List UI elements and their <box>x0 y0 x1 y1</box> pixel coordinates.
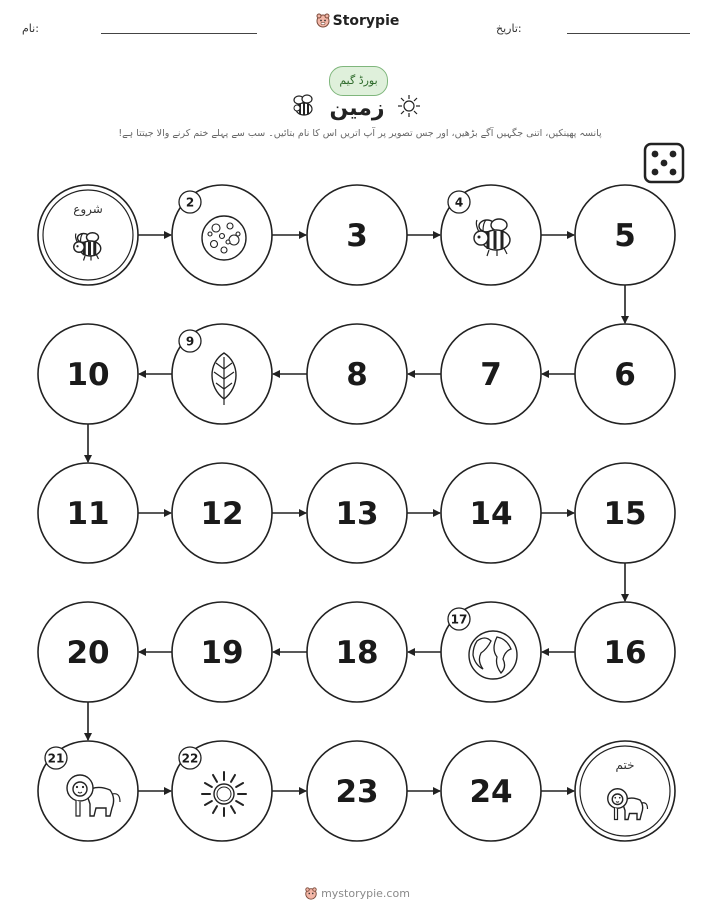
space-number: 24 <box>469 774 513 810</box>
board-space-18 <box>307 602 407 702</box>
space-number-badge <box>448 608 470 630</box>
board-space-11 <box>38 463 138 563</box>
footer <box>0 886 714 900</box>
space-number-badge <box>179 191 201 213</box>
svg-text:21: 21 <box>47 751 65 766</box>
board-space-21 <box>38 741 138 841</box>
space-number: 14 <box>469 496 513 532</box>
board-space-3 <box>307 185 407 285</box>
space-number: 15 <box>603 496 647 532</box>
board-space-17 <box>441 602 541 702</box>
board-space-10 <box>38 324 138 424</box>
instructions: پانسہ پھینکیں، اتنی جگہیں آگے بڑھیں، اور جس تصویر پر آپ اتریں اس کا نام بتائیں۔ سب سے پہلے ختم کرنے والا جیتتا ہے! <box>118 128 602 139</box>
board-space-8 <box>307 324 407 424</box>
board-game-badge: بورڈ گیم <box>329 66 388 96</box>
board-space-6 <box>575 324 675 424</box>
board-space-7 <box>441 324 541 424</box>
footer-url: mystorypie.com <box>321 887 410 900</box>
board-space-20 <box>38 602 138 702</box>
space-number-badge <box>179 330 201 352</box>
space-number: 18 <box>335 635 379 671</box>
brand-name: Storypie <box>332 13 400 29</box>
board-space-15 <box>575 463 675 563</box>
space-number: 10 <box>66 357 110 393</box>
svg-text:2: 2 <box>185 195 195 210</box>
page-title: زمین <box>329 96 385 121</box>
space-number-badge <box>179 747 201 769</box>
space-number: 13 <box>335 496 379 532</box>
board-space-4 <box>441 185 541 285</box>
space-number: 7 <box>480 357 502 393</box>
board-space-12 <box>172 463 272 563</box>
moon-icon <box>202 216 246 260</box>
board-space-24 <box>441 741 541 841</box>
finish-label: ختم <box>615 758 635 772</box>
svg-text:4: 4 <box>454 195 464 210</box>
svg-text:17: 17 <box>450 612 468 627</box>
board-space-2 <box>172 185 272 285</box>
space-number: 3 <box>346 218 368 254</box>
finish-space <box>575 741 675 841</box>
board-space-22 <box>172 741 272 841</box>
board-space-14 <box>441 463 541 563</box>
space-number: 6 <box>614 357 636 393</box>
space-number: 12 <box>200 496 244 532</box>
name-label: نام: <box>22 22 39 35</box>
start-label: شروع <box>73 202 103 216</box>
board-space-23 <box>307 741 407 841</box>
space-number: 11 <box>66 496 110 532</box>
start-space <box>38 185 138 285</box>
board-space-13 <box>307 463 407 563</box>
svg-text:22: 22 <box>181 751 199 766</box>
earth-icon <box>469 631 517 679</box>
space-number: 20 <box>66 635 110 671</box>
space-number: 16 <box>603 635 647 671</box>
date-label: تاریخ: <box>496 22 522 35</box>
board-space-16 <box>575 602 675 702</box>
footer-logo-icon <box>304 886 318 900</box>
space-number: 19 <box>200 635 244 671</box>
space-number: 5 <box>614 218 636 254</box>
space-number: 23 <box>335 774 379 810</box>
space-number: 8 <box>346 357 368 393</box>
board-space-19 <box>172 602 272 702</box>
svg-text:9: 9 <box>185 334 195 349</box>
space-number-badge <box>448 191 470 213</box>
board-space-9 <box>172 324 272 424</box>
board-space-5 <box>575 185 675 285</box>
space-number-badge <box>45 747 67 769</box>
